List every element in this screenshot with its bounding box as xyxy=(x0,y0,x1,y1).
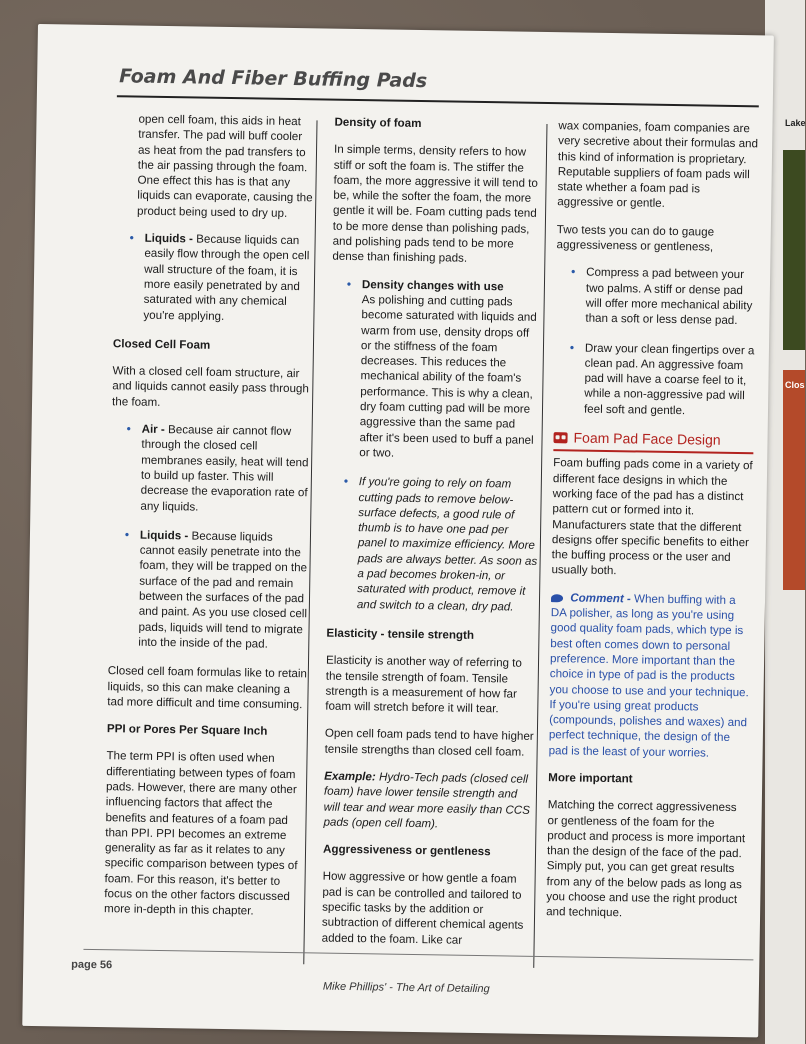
book-page xyxy=(22,24,774,1037)
example-paragraph xyxy=(323,769,534,833)
section-banner-title: Foam Pad Face Design xyxy=(573,429,721,448)
text-column-1 xyxy=(104,111,317,932)
paragraph: wax companies, foam companies are very secretive about their formulas and this kind of information is proprietary. Reputable suppliers of foam pads will state whether a foam pad is aggressive or gentle. xyxy=(557,119,759,211)
section-heading: Density of foam xyxy=(334,115,422,131)
paragraph: Elasticity is another way of referring to the tensile strength of foam. Tensile strength is a measurement of how far foam will stretch before it will tear. xyxy=(325,653,523,716)
bullet-text: Because liquids can easily flow through the open cell wall structure of the foam, it is more easily penetrated by and saturated with any chemical you're applying. xyxy=(143,232,310,323)
text-column-2 xyxy=(321,115,544,961)
paragraph: Foam buffing pads come in a variety of different face designs in which the working face of the pad has a distinct pattern cut or formed into it. Manufacturers state that the different designs offer specific benefits to either the buffing process or the user and usually both. xyxy=(551,456,753,578)
facing-page-photo xyxy=(783,150,805,350)
example-text: Hydro-Tech pads (closed cell foam) have lower tensile strength and will tear and wear more easily than CCS pads (open cell foam). xyxy=(323,770,531,831)
bullet-heading: • Density changes with use xyxy=(361,277,504,294)
section-heading: Closed Cell Foam xyxy=(112,337,211,352)
facing-page-label: Lake xyxy=(785,118,806,128)
bullet-text: If you're going to rely on foam cutting pads to remove below-surface defects, a good rule of thumb is to have one pad per panel to maximize efficiency. More pads are always better. As soon as a pad becomes broken-in, or saturated with product, remove it and switch to a clean, dry pad. xyxy=(356,475,538,614)
bullet-label: Liquids - xyxy=(144,231,194,246)
section-banner xyxy=(553,430,753,454)
pads-icon xyxy=(553,432,567,443)
bullet-label: Liquids - xyxy=(139,528,189,543)
paragraph: With a closed cell foam structure, air and liquids cannot easily pass through the foam. xyxy=(111,364,309,409)
paragraph: Two tests you can do to gauge aggressiveness or gentleness, xyxy=(556,222,715,254)
comment-label: Comment - xyxy=(570,591,631,606)
section-heading: More important xyxy=(548,771,633,786)
paragraph: Open cell foam pads tend to have higher tensile strengths than closed cell foam. xyxy=(324,726,534,759)
page-title: Foam And Fiber Buffing Pads xyxy=(119,65,428,93)
bullet-item xyxy=(554,340,755,420)
bullet-item xyxy=(110,421,311,516)
text-column-3 xyxy=(546,118,759,935)
facing-page-photo xyxy=(783,370,805,590)
comment-text: When buffing with a DA polisher, as long as you're using good quality foam pads, which type is best often comes down to personal preference. More important than the choice in type of pad is the products you choose to use and your technique. If you're using great products (compounds, polishes and waxes) and perfect technique, the design of the pad is the least of your worries. xyxy=(548,592,749,760)
bullet-text: Because liquids cannot easily penetrate into the foam, they will be trapped on the surface of the pad and remain between the surfaces of the pad and paint. As you use closed cell pads, liquids will tend to migrate into the inside of the pad. xyxy=(138,529,308,651)
header-divider xyxy=(117,95,759,107)
bullet-item xyxy=(108,527,310,653)
paragraph: How aggressive or how gentle a foam pad is can be controlled and tailored to specific tasks by the addition or subtraction of different chemical agents added to the foam. Like car xyxy=(321,870,524,947)
example-label: Example: xyxy=(324,769,376,784)
speech-bubble-icon xyxy=(551,594,563,602)
bullet-text: As polishing and cutting pads become saturated with liquids and warm from use, density drops off or the stiffness of the foam decreases. This reduces the mechanical ability of the foam's performance. This is why a clean, dry foam cutting pad will be more aggressive than the same pad after it's been used to buff a panel or two. xyxy=(359,293,537,460)
bullet-item xyxy=(329,276,542,463)
section-heading: Aggressiveness or gentleness xyxy=(322,842,491,859)
paragraph: The term PPI is often used when differentiating between types of foam pads. However, there are many other influencing factors that affect the benefits and features of a foam pad than PPI. PPI becomes an extreme generality as far as it relates to any specific comparison between types of foam. For this reason, it's better to focus on the other factors discussed more in-depth in this chapter. xyxy=(104,749,298,918)
bullet-text: Draw your clean fingertips over a clean pad. An aggressive foam pad will have a coarse feel to it, while a non-aggressive pad will feel soft and gentle. xyxy=(583,341,755,417)
comment-callout xyxy=(549,590,752,761)
section-heading: Elasticity - tensile strength xyxy=(326,626,475,642)
bullet-text: Compress a pad between your two palms. A stiff or dense pad will offer more mechanical ability than a soft or less dense pad. xyxy=(585,266,753,328)
bullet-label: Air - xyxy=(141,422,165,437)
section-heading: PPI or Pores Per Square Inch xyxy=(106,722,268,738)
facing-page-label: Clos xyxy=(785,380,805,390)
paragraph: Closed cell foam formulas like to retain liquids, so this can make cleaning a tad more difficult and time consuming. xyxy=(107,664,308,712)
bullet-text: Because air cannot flow through the closed cell membranes easily, heat will tend to build up faster. This will decrease the evaporation rate of any liquids. xyxy=(140,423,309,514)
bullet-item xyxy=(113,230,314,325)
page-number: page 56 xyxy=(71,958,113,972)
paragraph: open cell foam, this aids in heat transfer. The pad will buff cooler as heat from the pad transfers to the air passing through the foam. One effect this has is that any liquids can evaporate, causing the product being used to dry up. xyxy=(136,112,313,220)
paragraph: Matching the correct aggressiveness or gentleness of the foam for the product and process is more important than the design of the face of the pad. Simply put, you can get great results from any of the below pads as long as you choose and use the right product and technique. xyxy=(546,798,746,920)
bullet-item xyxy=(327,474,539,615)
paragraph: In simple terms, density refers to how stiff or soft the foam is. The stiffer the foam, the more aggressive it will tend to be, while the softer the foam, the more gentle it will be. Foam cutting pads tend to be more dense than polishing pads, and polishing pads tend to be more dense than finishing pads. xyxy=(332,142,538,266)
footer-credit: Mike Phillips' - The Art of Detailing xyxy=(322,980,490,996)
bullet-item xyxy=(555,265,756,329)
